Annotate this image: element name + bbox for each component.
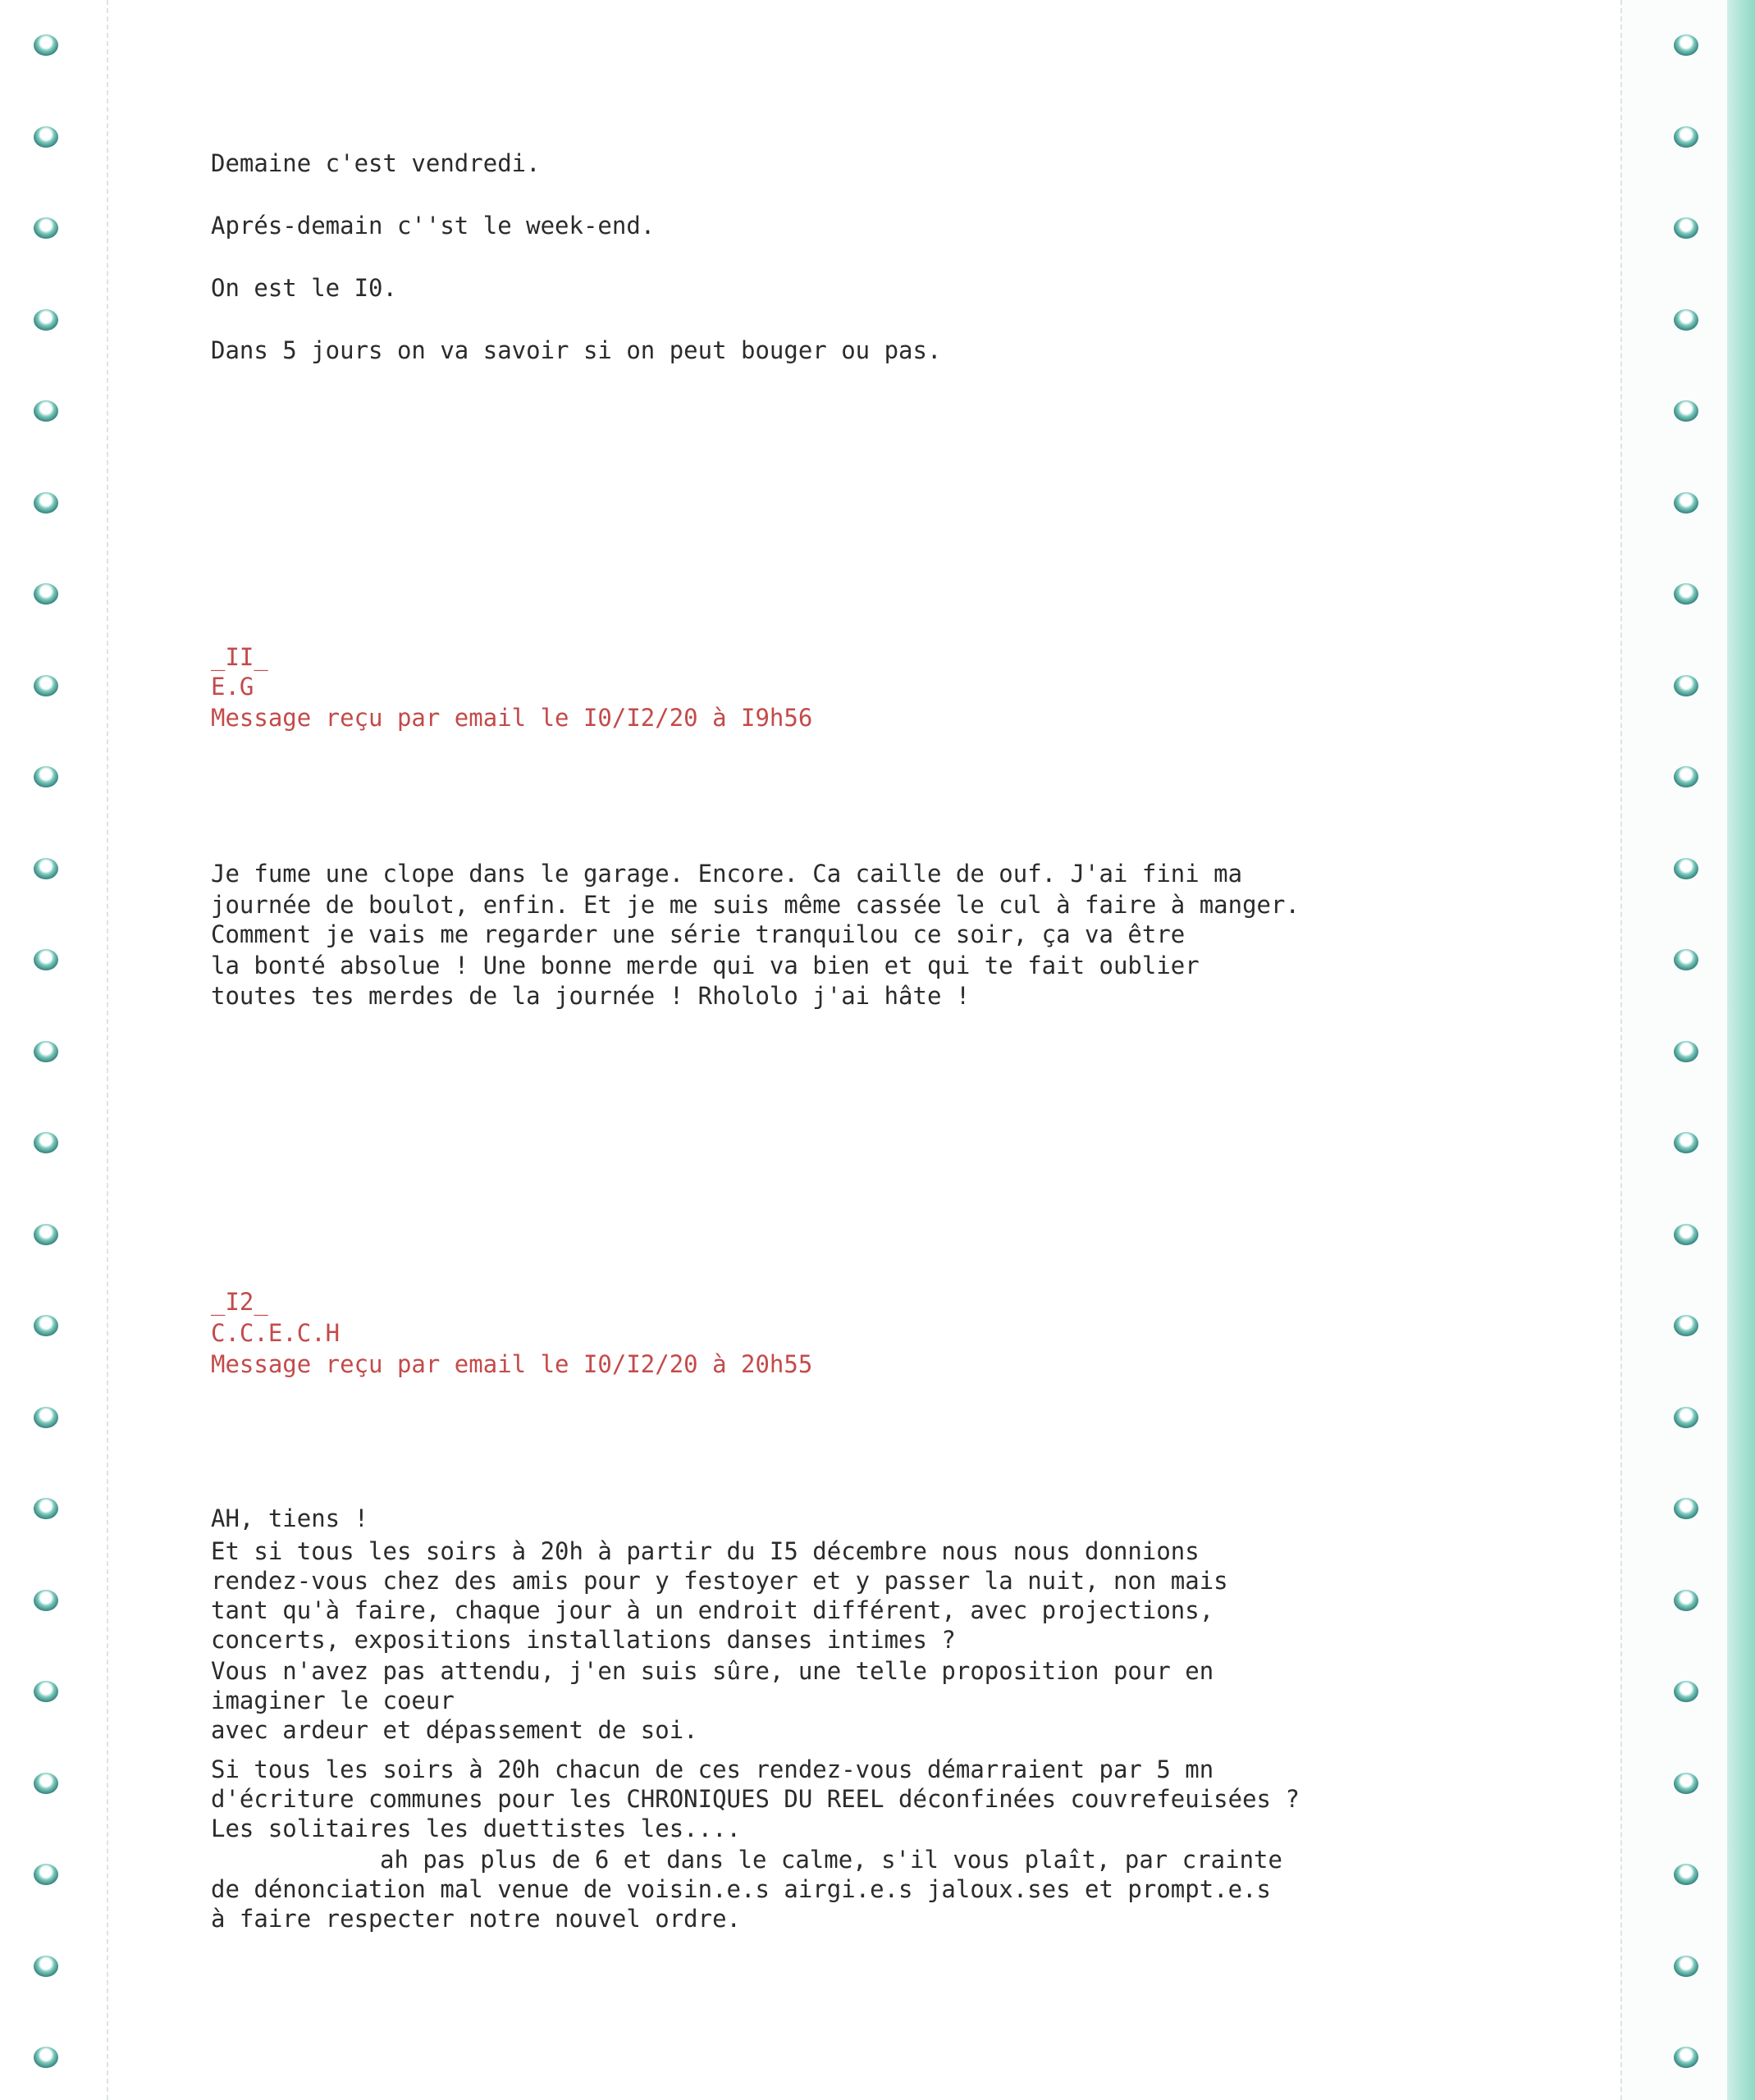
- feed-hole: [34, 1590, 58, 1611]
- feed-hole: [34, 217, 58, 239]
- feed-hole: [34, 1681, 58, 1702]
- entry-author: C.C.E.C.H: [211, 1319, 340, 1347]
- feed-hole: [1674, 1681, 1698, 1702]
- entry-text-line: AH, tiens !: [211, 1504, 369, 1532]
- feed-hole: [1674, 1498, 1698, 1519]
- paper-edge: [1727, 0, 1755, 2100]
- entry-text-line: concerts, expositions installations danses intimes ?: [211, 1626, 956, 1654]
- feed-hole: [1674, 34, 1698, 56]
- feed-hole: [1674, 1041, 1698, 1062]
- feed-hole: [34, 1407, 58, 1428]
- feed-hole: [1674, 492, 1698, 514]
- entry-received: Message reçu par email le I0/I2/20 à I9h56: [211, 704, 813, 732]
- entry-text-line: à faire respecter notre nouvel ordre.: [211, 1905, 742, 1933]
- intro-line: Dans 5 jours on va savoir si on peut bouger ou pas.: [211, 336, 942, 364]
- feed-hole: [34, 949, 58, 970]
- feed-hole: [1674, 1315, 1698, 1336]
- entry-text-line: Comment je vais me regarder une série tranquilou ce soir, ça va être: [211, 920, 1186, 948]
- intro-line: Demaine c'est vendredi.: [211, 149, 541, 177]
- feed-hole: [34, 492, 58, 514]
- entry-text-line: avec ardeur et dépassement de soi.: [211, 1716, 698, 1744]
- entry-text-line: de dénonciation mal venue de voisin.e.s airgi.e.s jaloux.ses et prompt.e.s: [211, 1875, 1272, 1903]
- feed-hole: [34, 858, 58, 879]
- feed-hole: [34, 766, 58, 788]
- entry-received: Message reçu par email le I0/I2/20 à 20h55: [211, 1350, 813, 1378]
- feed-hole: [34, 1498, 58, 1519]
- entry-text-line: toutes tes merdes de la journée ! Rhololo j'ai hâte !: [211, 982, 971, 1010]
- feed-hole: [34, 1864, 58, 1885]
- feed-hole: [34, 675, 58, 696]
- entry-text-line: imaginer le coeur: [211, 1687, 455, 1714]
- feed-hole: [1674, 583, 1698, 605]
- entry-text-line: journée de boulot, enfin. Et je me suis même cassée le cul à faire à manger.: [211, 891, 1300, 919]
- feed-hole: [1674, 2047, 1698, 2068]
- feed-hole: [34, 1041, 58, 1062]
- feed-hole: [1674, 1956, 1698, 1977]
- entry-text-line: ah pas plus de 6 et dans le calme, s'il vous plaît, par crainte: [380, 1846, 1282, 1874]
- feed-hole: [1674, 217, 1698, 239]
- intro-line: On est le I0.: [211, 274, 397, 302]
- feed-hole: [1674, 1407, 1698, 1428]
- feed-hole: [1674, 1224, 1698, 1245]
- feed-hole: [34, 34, 58, 56]
- entry-text-line: Je fume une clope dans le garage. Encore. Ca caille de ouf. J'ai fini ma: [211, 860, 1243, 888]
- feed-hole: [34, 583, 58, 605]
- entry-author: E.G: [211, 673, 254, 701]
- entry-text-line: d'écriture communes pour les CHRONIQUES DU REEL déconfinées couvrefeuisées ?: [211, 1785, 1300, 1813]
- entry-text-line: tant qu'à faire, chaque jour à un endroit différent, avec projections,: [211, 1596, 1214, 1624]
- feed-hole: [34, 1224, 58, 1245]
- feed-hole: [34, 1773, 58, 1794]
- feed-hole: [1674, 1864, 1698, 1885]
- feed-hole: [1674, 1590, 1698, 1611]
- feed-hole: [1674, 400, 1698, 422]
- entry-text-line: la bonté absolue ! Une bonne merde qui va bien et qui te fait oublier: [211, 952, 1200, 979]
- feed-hole: [1674, 949, 1698, 970]
- feed-hole: [1674, 1132, 1698, 1153]
- intro-line: Aprés-demain c''st le week-end.: [211, 212, 656, 240]
- feed-hole: [1674, 1773, 1698, 1794]
- feed-hole: [34, 1315, 58, 1336]
- feed-hole: [1674, 766, 1698, 788]
- feed-hole: [34, 400, 58, 422]
- entry-number: _II_: [211, 643, 268, 671]
- feed-hole: [34, 309, 58, 331]
- entry-text-line: Les solitaires les duettistes les....: [211, 1815, 742, 1842]
- entry-number: _I2_: [211, 1288, 268, 1316]
- feed-hole: [1674, 675, 1698, 696]
- entry-text-line: Et si tous les soirs à 20h à partir du I5 décembre nous nous donnions: [211, 1537, 1200, 1565]
- feed-hole: [1674, 309, 1698, 331]
- feed-hole: [34, 1132, 58, 1153]
- feed-hole: [34, 126, 58, 148]
- entry-text-line: rendez-vous chez des amis pour y festoyer et y passer la nuit, non mais: [211, 1567, 1228, 1595]
- feed-hole: [1674, 858, 1698, 879]
- entry-text-line: Vous n'avez pas attendu, j'en suis sûre, une telle proposition pour en: [211, 1657, 1214, 1685]
- feed-hole: [34, 1956, 58, 1977]
- feed-hole: [34, 2047, 58, 2068]
- entry-text-line: Si tous les soirs à 20h chacun de ces rendez-vous démarraient par 5 mn: [211, 1755, 1214, 1783]
- feed-hole: [1674, 126, 1698, 148]
